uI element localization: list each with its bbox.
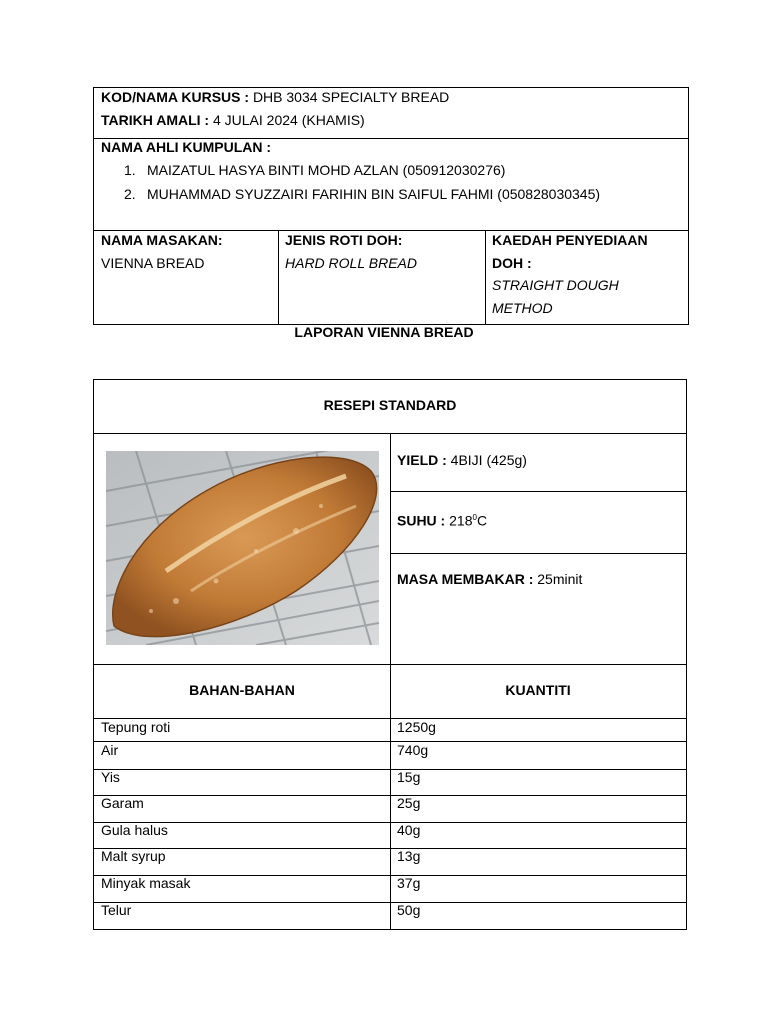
- ingredient-qty: 15g: [397, 769, 421, 785]
- ingredient-name: Minyak masak: [101, 875, 191, 891]
- bread-image: [106, 451, 379, 645]
- vienna-bread-photo: [106, 451, 379, 645]
- ingredient-name: Garam: [101, 795, 144, 811]
- row-divider: [94, 741, 686, 742]
- ingredient-qty: 40g: [397, 822, 421, 838]
- ingredient-qty: 740g: [397, 742, 429, 758]
- ingredient-name: Yis: [101, 769, 120, 785]
- ingredient-name: Air: [101, 742, 119, 758]
- recipe-table: [93, 379, 687, 930]
- dish-label: NAMA MASAKAN:: [101, 232, 223, 248]
- row-divider: [94, 795, 686, 796]
- ingredient-name: Tepung roti: [101, 719, 171, 735]
- method-value-1: STRAIGHT DOUGH: [492, 277, 619, 293]
- row-divider: [94, 848, 686, 849]
- ingredient-qty: 50g: [397, 902, 421, 918]
- member-item-2: 2.: [124, 186, 136, 202]
- ingredient-name: Telur: [101, 902, 132, 918]
- col-ingredients-header: BAHAN-BAHAN: [189, 682, 295, 698]
- course-line: [101, 88, 449, 106]
- ingredient-qty: 37g: [397, 875, 421, 891]
- member-item-1: 1.: [124, 162, 136, 178]
- date-value: 4 JULAI 2024 (KHAMIS): [212, 112, 365, 128]
- dough-type-value: HARD ROLL BREAD: [285, 255, 418, 271]
- recipe-title: RESEPI STANDARD: [323, 397, 457, 413]
- members-label: NAMA AHLI KUMPULAN :: [101, 139, 272, 155]
- report-title: LAPORAN VIENNA BREAD: [294, 324, 474, 340]
- dough-type-label: JENIS ROTI DOH:: [285, 232, 403, 248]
- temp-degree: 0: [472, 513, 477, 522]
- ingredient-qty: 13g: [397, 848, 421, 864]
- method-label-2: DOH :: [492, 255, 532, 271]
- yield-value: 4BIJI (425g): [450, 452, 527, 468]
- recipe-divider-photo: [94, 664, 686, 665]
- header-col-divider-1: [278, 230, 279, 324]
- header-col-divider-2: [485, 230, 486, 324]
- ingredient-name: Gula halus: [101, 822, 168, 838]
- temp-unit: C: [476, 512, 488, 529]
- time-label: MASA MEMBAKAR :: [397, 571, 534, 587]
- dish-value: VIENNA BREAD: [101, 255, 205, 271]
- ingredient-name: Malt syrup: [101, 848, 166, 864]
- date-line: [101, 111, 365, 129]
- member-name-1: MAIZATUL HASYA BINTI MOHD AZLAN (050912030276): [147, 162, 506, 178]
- method-value-2: METHOD: [492, 300, 553, 316]
- time-value: 25minit: [537, 571, 583, 587]
- temp-line: [397, 509, 487, 530]
- temp-value: 218: [449, 512, 473, 529]
- row-divider: [94, 769, 686, 770]
- yield-line: [397, 451, 527, 469]
- member-name-2: MUHAMMAD SYUZZAIRI FARIHIN BIN SAIFUL FAHMI (050828030345): [147, 186, 601, 202]
- course-label: KOD/NAMA KURSUS :: [101, 89, 250, 105]
- yield-label: YIELD :: [397, 452, 447, 468]
- course-value: DHB 3034 SPECIALTY BREAD: [252, 89, 450, 105]
- course-info-box: [93, 87, 689, 325]
- method-label-1: KAEDAH PENYEDIAAN: [492, 232, 648, 248]
- recipe-divider-temp: [390, 553, 686, 554]
- date-label: TARIKH AMALI :: [101, 112, 210, 128]
- time-line: [397, 570, 582, 588]
- ingredient-qty: 25g: [397, 795, 421, 811]
- temp-label: SUHU :: [397, 512, 446, 529]
- ingredient-qty: 1250g: [397, 719, 436, 735]
- row-divider: [94, 822, 686, 823]
- col-quantity-header: KUANTITI: [505, 682, 571, 698]
- recipe-divider-header: [94, 718, 686, 719]
- recipe-divider-yield: [390, 491, 686, 492]
- row-divider: [94, 902, 686, 903]
